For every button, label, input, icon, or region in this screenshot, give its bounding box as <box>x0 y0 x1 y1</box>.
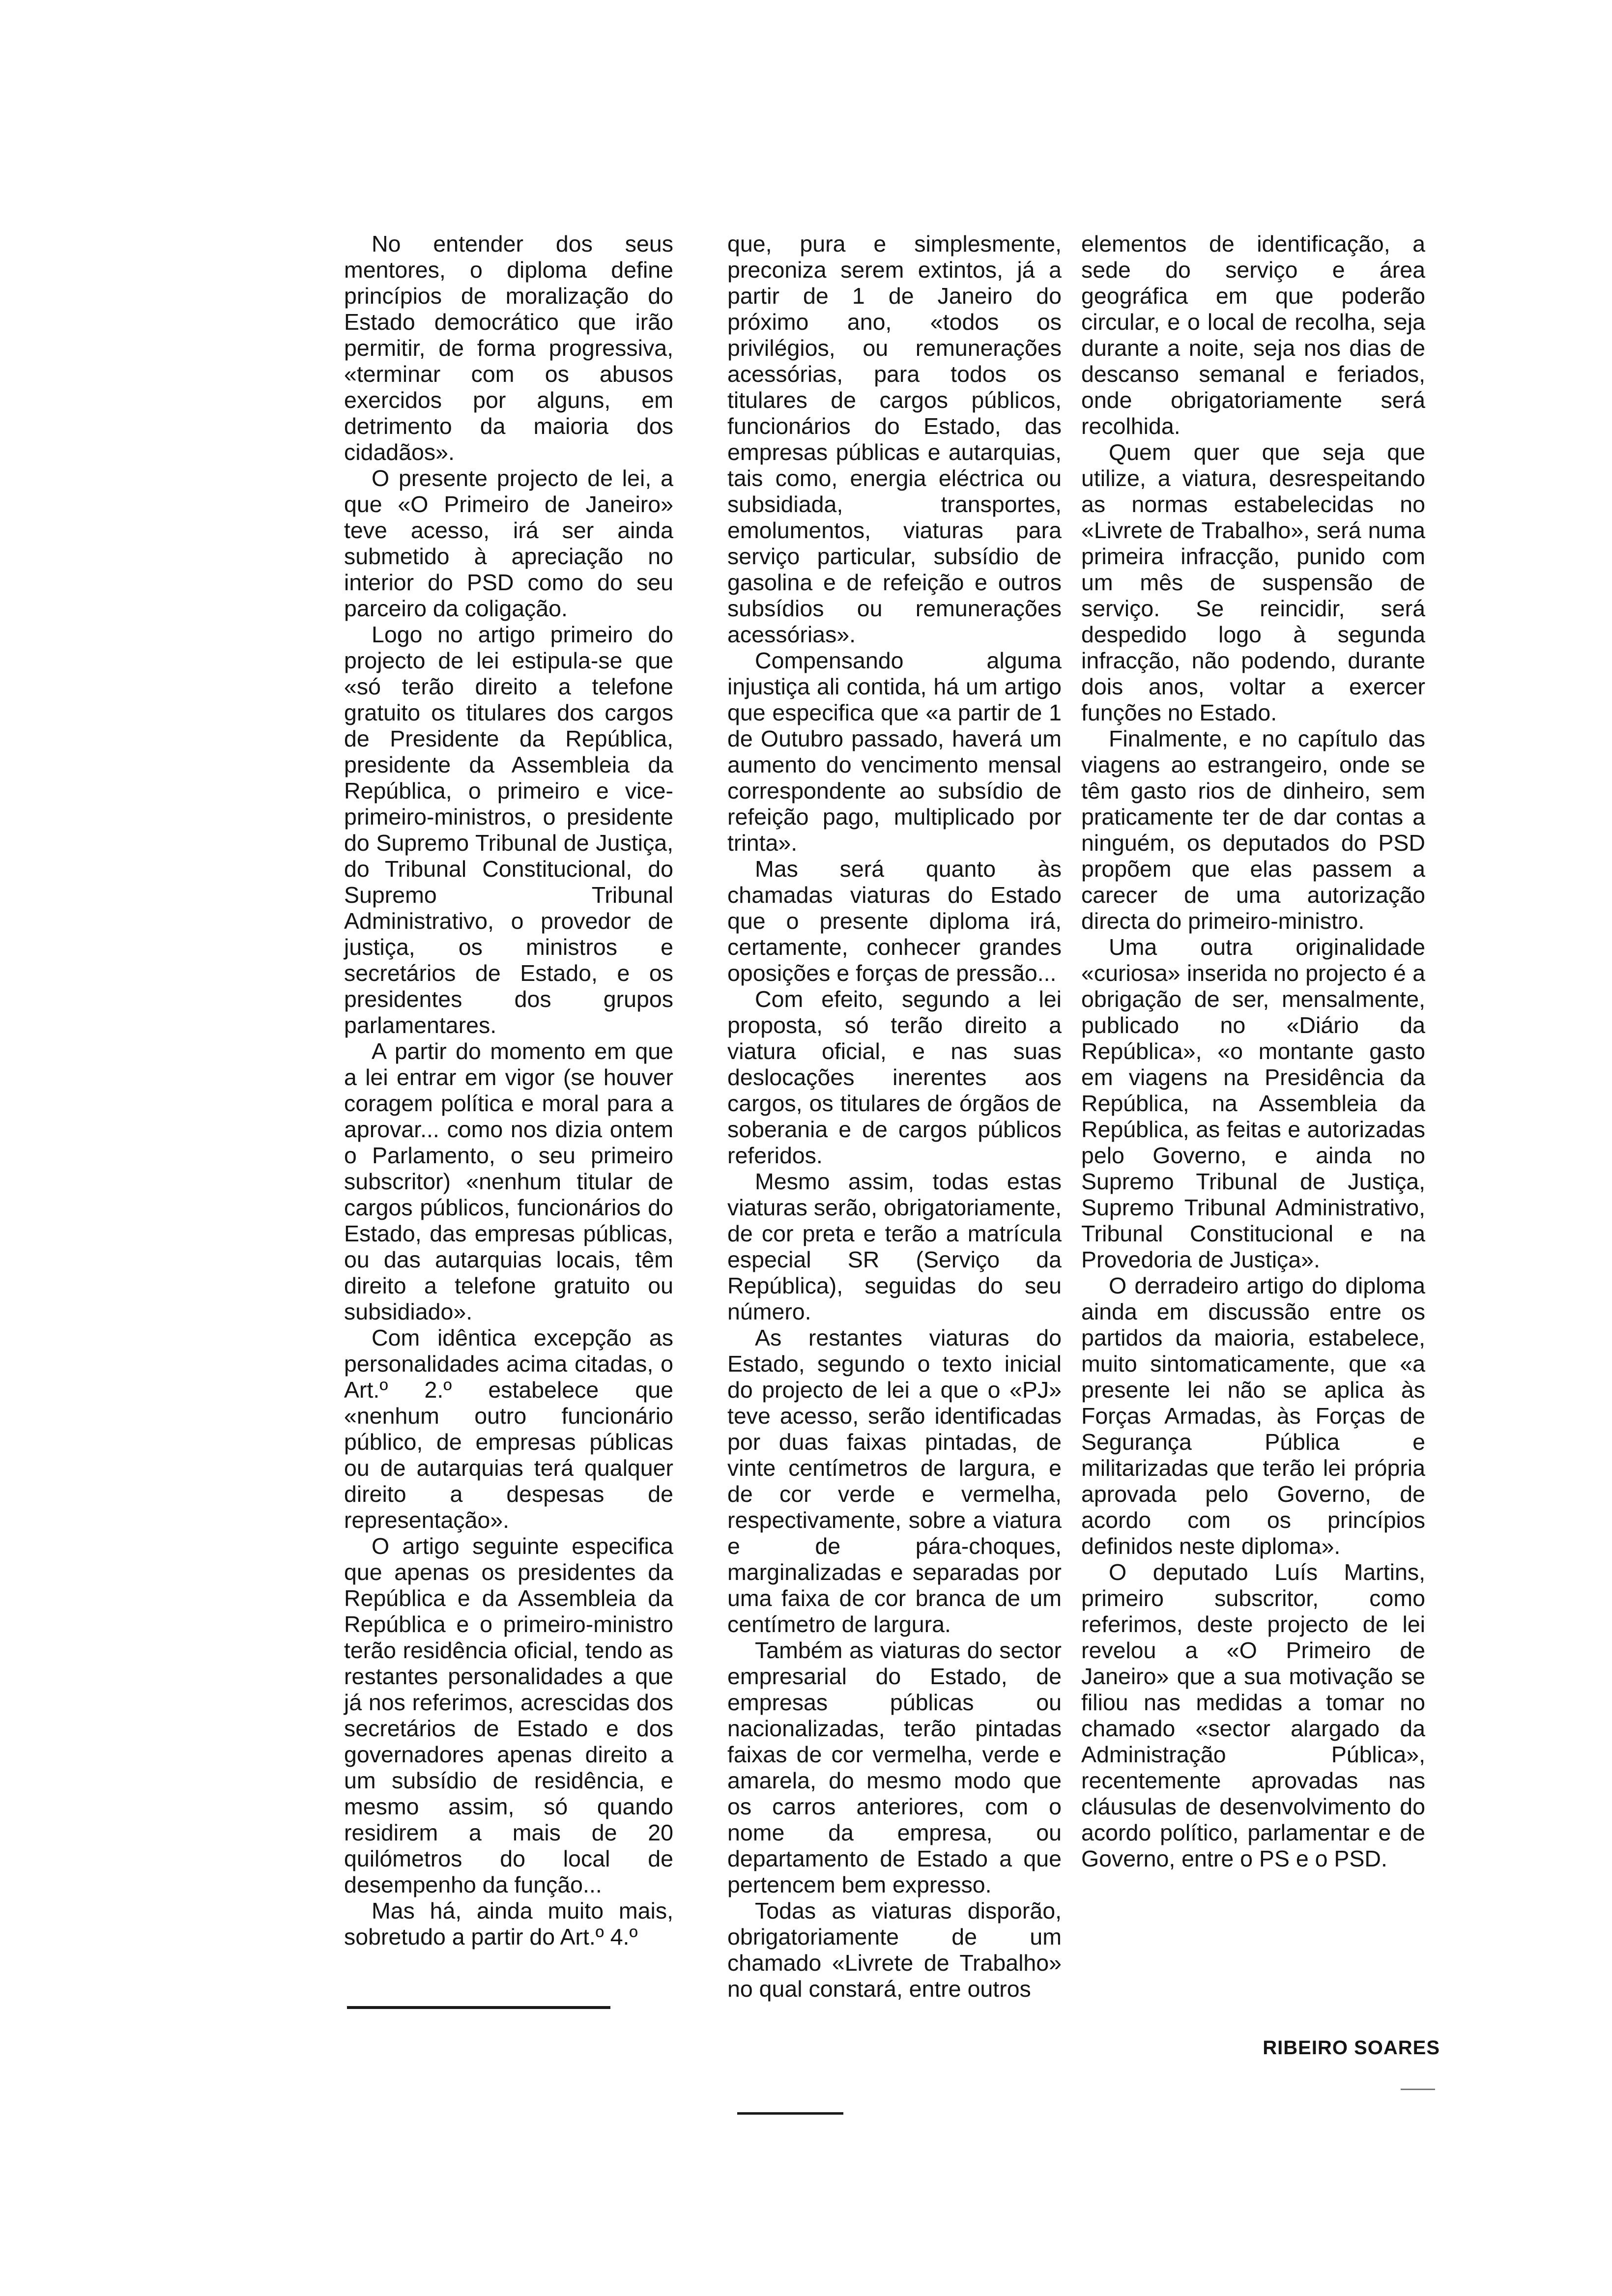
column-end-rule <box>737 2112 843 2115</box>
author-byline: RIBEIRO SOARES <box>1263 2037 1440 2059</box>
paragraph: No entender dos seus mentores, o diploma define princípios de moralização do Estado democrático que irão permitir, de forma progressiva, «terminar com os abusos exercidos por alguns, em detrimento da maioria dos cidadãos». <box>344 231 673 465</box>
paragraph: Com efeito, segundo a lei proposta, só terão direito a viatura oficial, e nas suas deslocações inerentes aos cargos, os titulares de órgãos de soberania e de cargos públicos referidos. <box>727 986 1062 1168</box>
article-column-1 <box>344 231 673 1950</box>
paragraph: As restantes viaturas do Estado, segundo o texto inicial do projecto de lei a que o «PJ» teve acesso, serão identificadas por duas faixas pintadas, de vinte centímetros de largura, e de cor verde e vermelha, respectivamente, sobre a viatura e de pára-choques, marginalizadas e separadas por uma faixa de cor branca de um centímetro de largura. <box>727 1325 1062 1637</box>
paragraph: Também as viaturas do sector empresarial do Estado, de empresas públicas ou nacionalizadas, terão pintadas faixas de cor vermelha, verde e amarela, do mesmo modo que os carros anteriores, com o nome da empresa, ou departamento de Estado a que pertencem bem expresso. <box>727 1637 1062 1897</box>
paragraph: Mas será quanto às chamadas viaturas do Estado que o presente diploma irá, certamente, conhecer grandes oposições e forças de pressão... <box>727 856 1062 986</box>
paragraph: Logo no artigo primeiro do projecto de lei estipula-se que «só terão direito a telefone gratuito os titulares dos cargos de Presidente da República, presidente da Assembleia da República, o primeiro e vice-primeiro-ministros, o presidente do Supremo Tribunal de Justiça, do Tribunal Constitucional, do Supremo Tribunal Administrativo, o provedor de justiça, os ministros e secretários de Estado, e os presidentes dos grupos parlamentares. <box>344 622 673 1038</box>
paragraph: elementos de identificação, a sede do serviço e área geográfica em que poderão circular, e o local de recolha, seja durante a noite, seja nos dias de descanso semanal e feriados, onde obrigatoriamente será recolhida. <box>1081 231 1425 439</box>
paragraph: Compensando alguma injustiça ali contida, há um artigo que especifica que «a partir de 1 de Outubro passado, haverá um aumento do vencimento mensal correspondente ao subsídio de refeição pago, multiplicado por trinta». <box>727 648 1062 856</box>
article-column-3 <box>1081 231 1425 1872</box>
paragraph: Mesmo assim, todas estas viaturas serão, obrigatoriamente, de cor preta e terão a matrícula especial SR (Serviço da República), seguidas do seu número. <box>727 1169 1062 1324</box>
paragraph: O presente projecto de lei, a que «O Primeiro de Janeiro» teve acesso, irá ser ainda submetido à apreciação no interior do PSD como do seu parceiro da coligação. <box>344 465 673 621</box>
paragraph: O derradeiro artigo do diploma ainda em discussão entre os partidos da maioria, estabelece, muito sintomaticamente, que «a presente lei não se aplica às Forças Armadas, às Forças de Segurança Pública e militarizadas que terão lei própria aprovada pelo Governo, de acordo com os princípios definidos neste diploma». <box>1081 1273 1425 1559</box>
paragraph: O artigo seguinte especifica que apenas os presidentes da República e da Assembleia da República e o primeiro-ministro terão residência oficial, tendo as restantes personalidades a que já nos referimos, acrescidas dos secretários de Estado e dos governadores apenas direito a um subsídio de residência, e mesmo assim, só quando residirem a mais de 20 quilómetros do local de desempenho da função... <box>344 1533 673 1897</box>
paragraph: Todas as viaturas disporão, obrigatoriamente de um chamado «Livrete de Trabalho» no qual constará, entre outros <box>727 1898 1062 2002</box>
column-end-rule <box>1401 2089 1435 2090</box>
paragraph: que, pura e simplesmente, preconiza serem extintos, já a partir de 1 de Janeiro do próximo ano, «todos os privilégios, ou remunerações acessórias, para todos os titulares de cargos públicos, funcionários do Estado, das empresas públicas e autarquias, tais como, energia eléctrica ou subsidiada, transportes, emolumentos, viaturas para serviço particular, subsídio de gasolina e de refeição e outros subsídios ou remunerações acessórias». <box>727 231 1062 647</box>
paragraph: Com idêntica excepção as personalidades acima citadas, o Art.º 2.º estabelece que «nenhum outro funcionário público, de empresas públicas ou de autarquias terá qualquer direito a despesas de representação». <box>344 1325 673 1533</box>
article-column-2 <box>727 231 1062 2002</box>
column-end-rule <box>347 2006 610 2009</box>
paragraph: Uma outra originalidade «curiosa» inserida no projecto é a obrigação de ser, mensalmente, publicado no «Diário da República», «o montante gasto em viagens na Presidência da República, na Assembleia da República, as feitas e autorizadas pelo Governo, e ainda no Supremo Tribunal de Justiça, Supremo Tribunal Administrativo, Tribunal Constitucional e na Provedoria de Justiça». <box>1081 934 1425 1272</box>
paragraph: A partir do momento em que a lei entrar em vigor (se houver coragem política e moral para a aprovar... como nos dizia ontem o Parlamento, o seu primeiro subscritor) «nenhum titular de cargos públicos, funcionários do Estado, das empresas públicas, ou das autarquias locais, têm direito a telefone gratuito ou subsidiado». <box>344 1038 673 1324</box>
paragraph: Mas há, ainda muito mais, sobretudo a partir do Art.º 4.º <box>344 1898 673 1950</box>
paragraph: O deputado Luís Martins, primeiro subscritor, como referimos, deste projecto de lei revelou a «O Primeiro de Janeiro» que a sua motivação se filiou nas medidas a tomar no chamado «sector alargado da Administração Pública», recentemente aprovadas nas cláusulas de desenvolvimento do acordo político, parlamentar e de Governo, entre o PS e o PSD. <box>1081 1559 1425 1871</box>
paragraph: Quem quer que seja que utilize, a viatura, desrespeitando as normas estabelecidas no «Livrete de Trabalho», será numa primeira infracção, punido com um mês de suspensão de serviço. Se reincidir, será despedido logo à segunda infracção, não podendo, durante dois anos, voltar a exercer funções no Estado. <box>1081 439 1425 725</box>
paragraph: Finalmente, e no capítulo das viagens ao estrangeiro, onde se têm gasto rios de dinheiro, sem praticamente ter de dar contas a ninguém, os deputados do PSD propõem que elas passem a carecer de uma autorização directa do primeiro-ministro. <box>1081 726 1425 934</box>
